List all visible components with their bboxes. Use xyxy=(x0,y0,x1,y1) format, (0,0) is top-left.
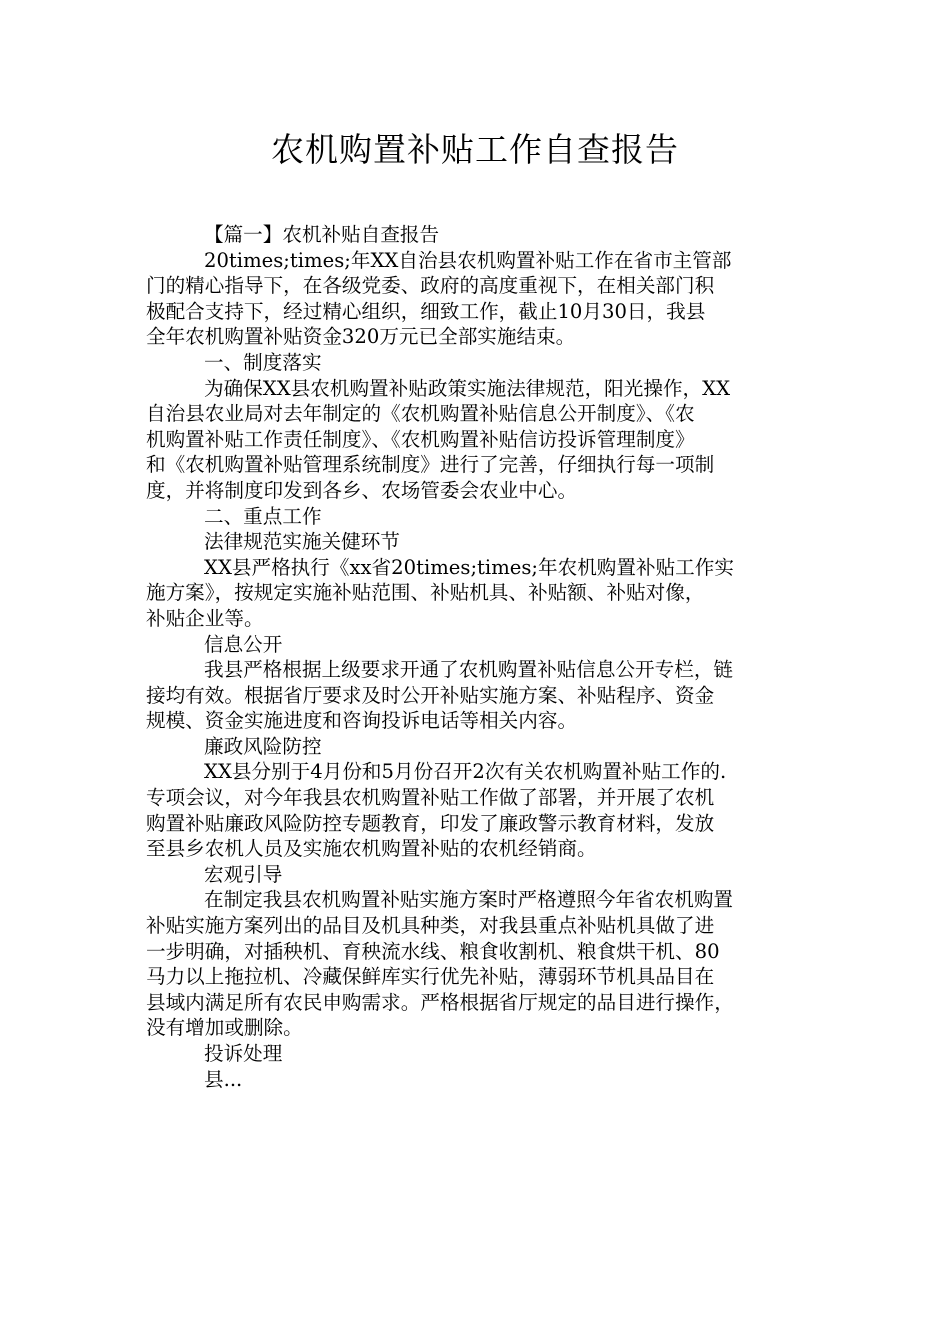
text-line: 没有增加或删除。 xyxy=(146,1016,303,1040)
text-line: 投诉处理 xyxy=(204,1042,283,1065)
text-line: 和《农机购置补贴管理系统制度》进行了完善，仔细执行每一项制 xyxy=(146,453,715,477)
text-line: 二、重点工作 xyxy=(204,504,322,528)
text-line: 为确保XX县农机购置补贴政策实施法律规范，阳光操作，XX xyxy=(204,376,731,400)
text-line: 补贴企业等。 xyxy=(146,606,264,630)
text-line: 专项会议，对今年我县农机购置补贴工作做了部署，并开展了农机 xyxy=(146,786,715,810)
text-line: 我县严格根据上级要求开通了农机购置补贴信息公开专栏，链 xyxy=(204,658,734,682)
text-line: 规模、资金实施进度和咨询投诉电话等相关内容。 xyxy=(146,709,578,733)
text-line: 全年农机购置补贴资金320万元已全部实施结束。 xyxy=(146,325,576,349)
text-line: 廉政风险防控 xyxy=(204,734,322,758)
text-line: 【篇一】农机补贴自查报告 xyxy=(204,223,440,246)
text-line: 机购置补贴工作责任制度》、《农机购置补贴信访投诉管理制度》 xyxy=(146,427,695,451)
text-line: XX县严格执行《xx省20times;times;年农机购置补贴工作实 xyxy=(204,555,734,579)
text-line: 马力以上拖拉机、冷藏保鲜库实行优先补贴，薄弱环节机具品目在 xyxy=(146,965,715,989)
text-line: 至县乡农机人员及实施农机购置补贴的农机经销商。 xyxy=(146,837,597,861)
text-line: 法律规范实施关健环节 xyxy=(204,530,400,554)
text-line: 信息公开 xyxy=(204,632,283,656)
text-line: 县域内满足所有农民申购需求。严格根据省厅规定的品目进行操作， xyxy=(146,990,734,1014)
text-line: 度，并将制度印发到各乡、农场管委会农业中心。 xyxy=(146,478,578,502)
text-line: 一步明确，对插秧机、育秧流水线、粮食收割机、粮食烘干机、80 xyxy=(146,939,720,963)
text-line: 门的精心指导下，在各级党委、政府的高度重视下，在相关部门积 xyxy=(146,274,715,298)
text-line: 宏观引导 xyxy=(204,862,283,886)
text-line: 补贴实施方案列出的品目及机具种类，对我县重点补贴机具做了进 xyxy=(146,914,715,938)
document-title: 农机购置补贴工作自查报告 xyxy=(271,130,679,169)
text-line: 自治县农业局对去年制定的《农机购置补贴信息公开制度》、《农 xyxy=(146,402,695,426)
text-line: 极配合支持下，经过精心组织，细致工作，截止10月30日，我县 xyxy=(146,299,706,323)
text-line: 购置补贴廉政风险防控专题教育，印发了廉政警示教育材料，发放 xyxy=(146,811,715,835)
text-line: 在制定我县农机购置补贴实施方案时严格遵照今年省农机购置 xyxy=(204,888,734,912)
document-body xyxy=(146,222,822,1092)
text-line: 县... xyxy=(204,1067,243,1091)
text-line: 施方案》，按规定实施补贴范围、补贴机具、补贴额、补贴对像， xyxy=(146,581,705,605)
text-line: 20times;times;年XX自治县农机购置补贴工作在省市主管部 xyxy=(204,248,732,272)
text-line: 一、制度落实 xyxy=(204,350,322,374)
text-line: 接均有效。根据省厅要求及时公开补贴实施方案、补贴程序、资金 xyxy=(146,683,715,707)
text-line: XX县分别于4月份和5月份召开2次有关农机购置补贴工作的. xyxy=(204,760,727,784)
